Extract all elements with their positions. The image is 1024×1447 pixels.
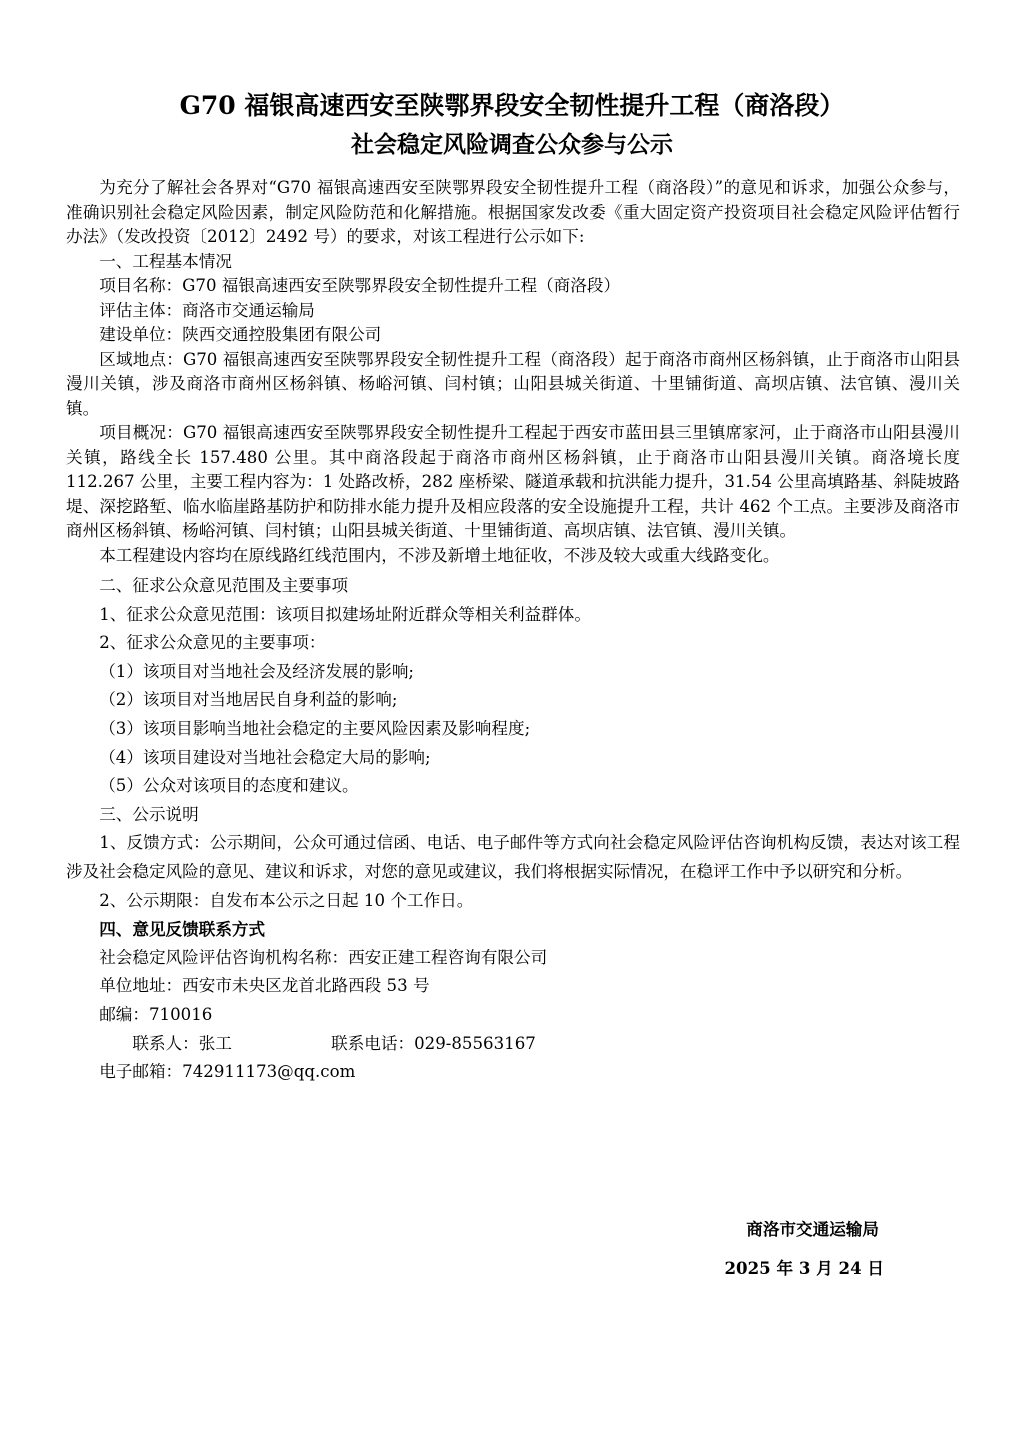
overview-paragraph: 项目概况：G70 福银高速西安至陕鄂界段安全韧性提升工程起于西安市蓝田县三里镇席家河，止于商洛市山阳县漫川关镇，路线全长 157.480 公里。其中商洛段起于商洛市商州区杨斜镇，止于商洛市山阳县漫川关镇。商洛境长度 112.267 公里，主要工程内容为：1 处路改桥，282 座桥梁、隧道承载和抗洪能力提升，31.54 公里高填路基、斜陡坡路堤、深挖路堑、临水临崖路基防护和防排水能力提升及相应段落的安全设施提升工程，共计 462 个工点。主要涉及商洛市商州区杨斜镇、杨峪河镇、闫村镇；山阳县城关街道、十里铺街道、高坝店镇、法官镇、漫川关镇。	[66, 423, 960, 540]
notice-period-line: 2、公示期限：自发布本公示之日起 10 个工作日。	[99, 890, 474, 910]
intro-block	[66, 176, 960, 568]
postcode-line: 邮编：710016	[99, 1004, 213, 1024]
consult-sub-item-5: （5）公众对该项目的态度和建议。	[99, 776, 359, 796]
notice-title: G70 福银高速西安至陕鄂界段安全韧性提升工程（商洛段）	[179, 91, 845, 120]
consult-scope-line: 1、征求公众意见范围：该项目拟建场址附近群众等相关利益群体。	[99, 604, 591, 624]
signature-date: 2025 年 3 月 24 日	[724, 1258, 884, 1278]
consult-sub-item-3: （3）该项目影响当地社会稳定的主要风险因素及影响程度;	[99, 718, 531, 738]
feedback-method-paragraph: 1、反馈方式：公示期间，公众可通过信函、电话、电子邮件等方式向社会稳定风险评估咨询机构反馈，表达对该工程涉及社会稳定风险的意见、建议和诉求，对您的意见或建议，我们将根据实际情况，在稳评工作中予以研究和分析。	[66, 833, 960, 881]
builder-line: 建设单位：陕西交通控股集团有限公司	[99, 325, 382, 344]
consult-sub-item-1: （1）该项目对当地社会及经济发展的影响;	[99, 661, 415, 681]
assessor-line: 评估主体：商洛市交通运输局	[99, 300, 315, 320]
scope-note-paragraph: 本工程建设内容均在原线路红线范围内，不涉及新增土地征收，不涉及较大或重大线路变化。	[99, 545, 780, 565]
section1-heading: 一、工程基本情况	[99, 251, 232, 271]
section2-heading: 二、征求公众意见范围及主要事项	[99, 576, 349, 595]
project-name-line: 项目名称：G70 福银高速西安至陕鄂界段安全韧性提升工程（商洛段）	[99, 276, 621, 295]
consult-sub-item-4: （4）该项目建设对当地社会稳定大局的影响;	[99, 747, 431, 767]
consult-sub-item-2: （2）该项目对当地居民自身利益的影响;	[99, 690, 398, 710]
consult-items-line: 2、征求公众意见的主要事项：	[99, 633, 326, 653]
contact-phone: 联系电话：029-85563167	[331, 1033, 536, 1053]
location-paragraph: 区域地点：G70 福银高速西安至陕鄂界段安全韧性提升工程（商洛段）起于商洛市商州区杨斜镇，止于商洛市山阳县漫川关镇，涉及商洛市商州区杨斜镇、杨峪河镇、闫村镇；山阳县城关街道、十里铺街道、高坝店镇、法官镇、漫川关镇。	[66, 349, 960, 418]
agency-line: 社会稳定风险评估咨询机构名称：西安正建工程咨询有限公司	[99, 947, 548, 967]
contact-line	[66, 1030, 960, 1059]
contact-person: 联系人：张工	[132, 1033, 232, 1053]
email-line: 电子邮箱：742911173@qq.com	[99, 1062, 356, 1082]
intro-paragraph: 为充分了解社会各界对“G70 福银高速西安至陕鄂界段安全韧性提升工程（商洛段）”的意见和诉求，加强公众参与，准确识别社会稳定风险因素，制定风险防范和化解措施。根据国家发改委《重大固定资产投资项目社会稳定风险评估暂行办法》（发改投资〔2012〕2492 号）的要求，对该工程进行公示如下:	[66, 178, 960, 246]
notice-subtitle: 社会稳定风险调查公众参与公示	[351, 131, 673, 158]
details-block	[66, 572, 960, 1087]
notice-body	[66, 176, 960, 1087]
address-line: 单位地址：西安市未央区龙首北路西段 53 号	[99, 976, 430, 996]
signature-org: 商洛市交通运输局	[746, 1219, 879, 1239]
section4-heading: 四、意见反馈联系方式	[99, 919, 266, 940]
section3-heading: 三、公示说明	[99, 804, 199, 824]
